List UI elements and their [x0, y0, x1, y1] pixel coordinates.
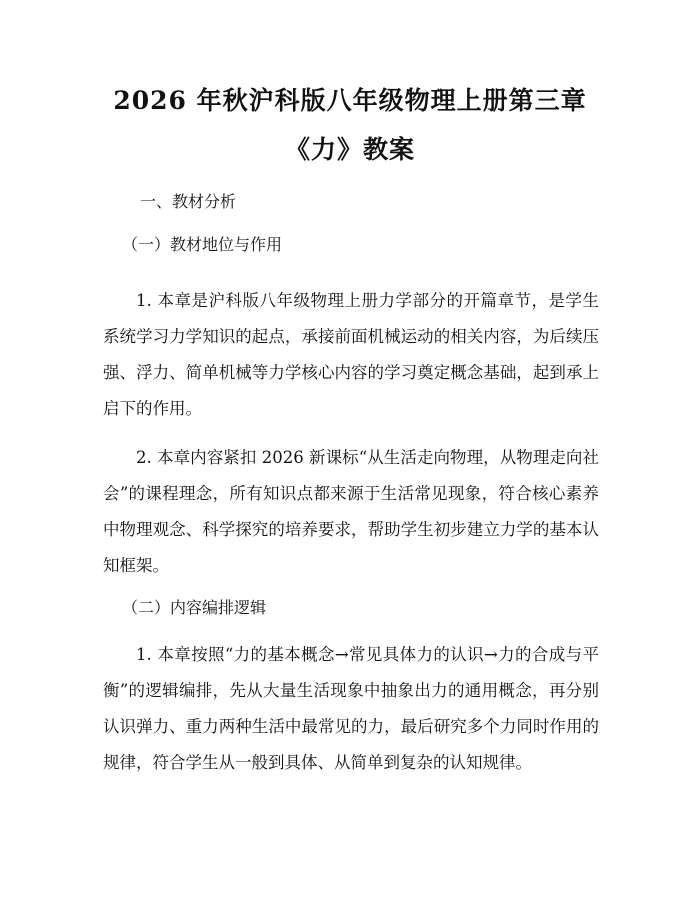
subsection-heading-content-logic: （二）内容编排逻辑	[122, 598, 267, 617]
paragraph-status-1: 1. 本章是沪科版八年级物理上册力学部分的开篇章节，是学生系统学习力学知识的起点，承接前面机械运动的相关内容，为后续压强、浮力、简单机械等力学核心内容的学习奠定概念基础，起到承上启下的作用。	[103, 291, 599, 418]
section-heading-textbook-analysis: 一、教材分析	[140, 192, 237, 211]
paragraph-status-2: 2. 本章内容紧扣 2026 新课标“从生活走向物理，从物理走向社会”的课程理念，所有知识点都来源于生活常见现象，符合核心素养中物理观念、科学探究的培养要求，帮助学生初步建立力学的基本认知框架。	[103, 448, 599, 575]
subsection-heading-status-and-role: （一）教材地位与作用	[122, 235, 283, 254]
paragraph-logic-1: 1. 本章按照“力的基本概念→常见具体力的认识→力的合成与平衡”的逻辑编排，先从大量生活现象中抽象出力的通用概念，再分别认识弹力、重力两种生活中最常见的力，最后研究多个力同时作用的规律，符合学生从一般到具体、从简单到复杂的认知规律。	[103, 645, 599, 772]
document-title-line1: 2026 年秋沪科版八年级物理上册第三章	[113, 86, 587, 115]
document-title-line2: 《力》教案	[284, 135, 415, 164]
